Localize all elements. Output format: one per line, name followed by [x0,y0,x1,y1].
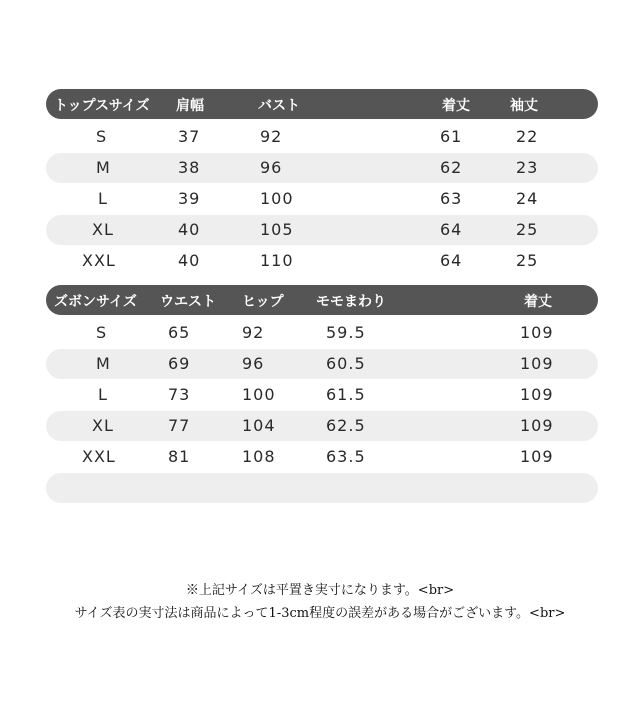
tops-header-sleeve: 袖丈 [510,98,538,114]
shoulder-cell: 40 [178,220,201,239]
sleeve-cell: 25 [516,220,539,239]
size-note-line-1: ※上記サイズは平置き実寸になります。<br> [185,583,455,598]
bottoms-header-hip: ヒップ [242,294,284,310]
size-cell: XL [92,416,114,435]
sleeve-cell: 23 [516,158,539,177]
length-cell: 61 [440,127,463,146]
waist-cell: 73 [168,385,191,404]
table-row [46,349,598,379]
table-row [46,380,598,410]
size-cell: XXL [82,251,116,270]
waist-cell: 77 [168,416,191,435]
length-cell: 109 [520,323,554,342]
table-row [46,411,598,441]
bottoms-header-row [46,285,598,315]
hip-cell: 96 [242,354,265,373]
shoulder-cell: 39 [178,189,201,208]
bottoms-header-waist: ウエスト [160,294,216,310]
tops-header-row [46,89,598,119]
sleeve-cell: 24 [516,189,539,208]
thigh-cell: 63.5 [326,447,366,466]
tops-header-bust: バスト [258,98,300,114]
table-row [46,153,598,183]
shoulder-cell: 37 [178,127,201,146]
bust-cell: 105 [260,220,294,239]
thigh-cell: 61.5 [326,385,366,404]
length-cell: 109 [520,447,554,466]
waist-cell: 69 [168,354,191,373]
hip-cell: 108 [242,447,276,466]
hip-cell: 104 [242,416,276,435]
length-cell: 64 [440,251,463,270]
shoulder-cell: 38 [178,158,201,177]
size-cell: XL [92,220,114,239]
thigh-cell: 60.5 [326,354,366,373]
table-row [46,215,598,245]
length-cell: 109 [520,385,554,404]
length-cell: 63 [440,189,463,208]
size-note-line-2: サイズ表の実寸法は商品によって1-3cm程度の誤差がある場合がございます。<br> [74,606,566,621]
hip-cell: 100 [242,385,276,404]
bottoms-header-size: ズボンサイズ [54,294,137,310]
waist-cell: 81 [168,447,191,466]
size-cell: S [96,127,108,146]
table-row [46,246,598,276]
table-row [46,318,598,348]
bust-cell: 96 [260,158,283,177]
size-cell: M [96,158,111,177]
bottoms-header-length: 着丈 [524,294,552,310]
bust-cell: 100 [260,189,294,208]
thigh-cell: 59.5 [326,323,366,342]
table-row [46,184,598,214]
bottoms-header-thigh: モモまわり [316,294,386,310]
length-cell: 62 [440,158,463,177]
length-cell: 64 [440,220,463,239]
tops-header-length: 着丈 [442,98,470,114]
table-row [46,442,598,472]
size-cell: L [98,189,108,208]
size-cell: XXL [82,447,116,466]
waist-cell: 65 [168,323,191,342]
size-cell: M [96,354,111,373]
bust-cell: 92 [260,127,283,146]
table-row [46,122,598,152]
hip-cell: 92 [242,323,265,342]
length-cell: 109 [520,416,554,435]
empty-table-row [46,473,598,503]
size-cell: L [98,385,108,404]
sleeve-cell: 25 [516,251,539,270]
shoulder-cell: 40 [178,251,201,270]
length-cell: 109 [520,354,554,373]
sleeve-cell: 22 [516,127,539,146]
thigh-cell: 62.5 [326,416,366,435]
tops-header-size: トップスサイズ [54,98,150,114]
bust-cell: 110 [260,251,294,270]
size-cell: S [96,323,108,342]
tops-header-shoulder: 肩幅 [176,98,204,114]
